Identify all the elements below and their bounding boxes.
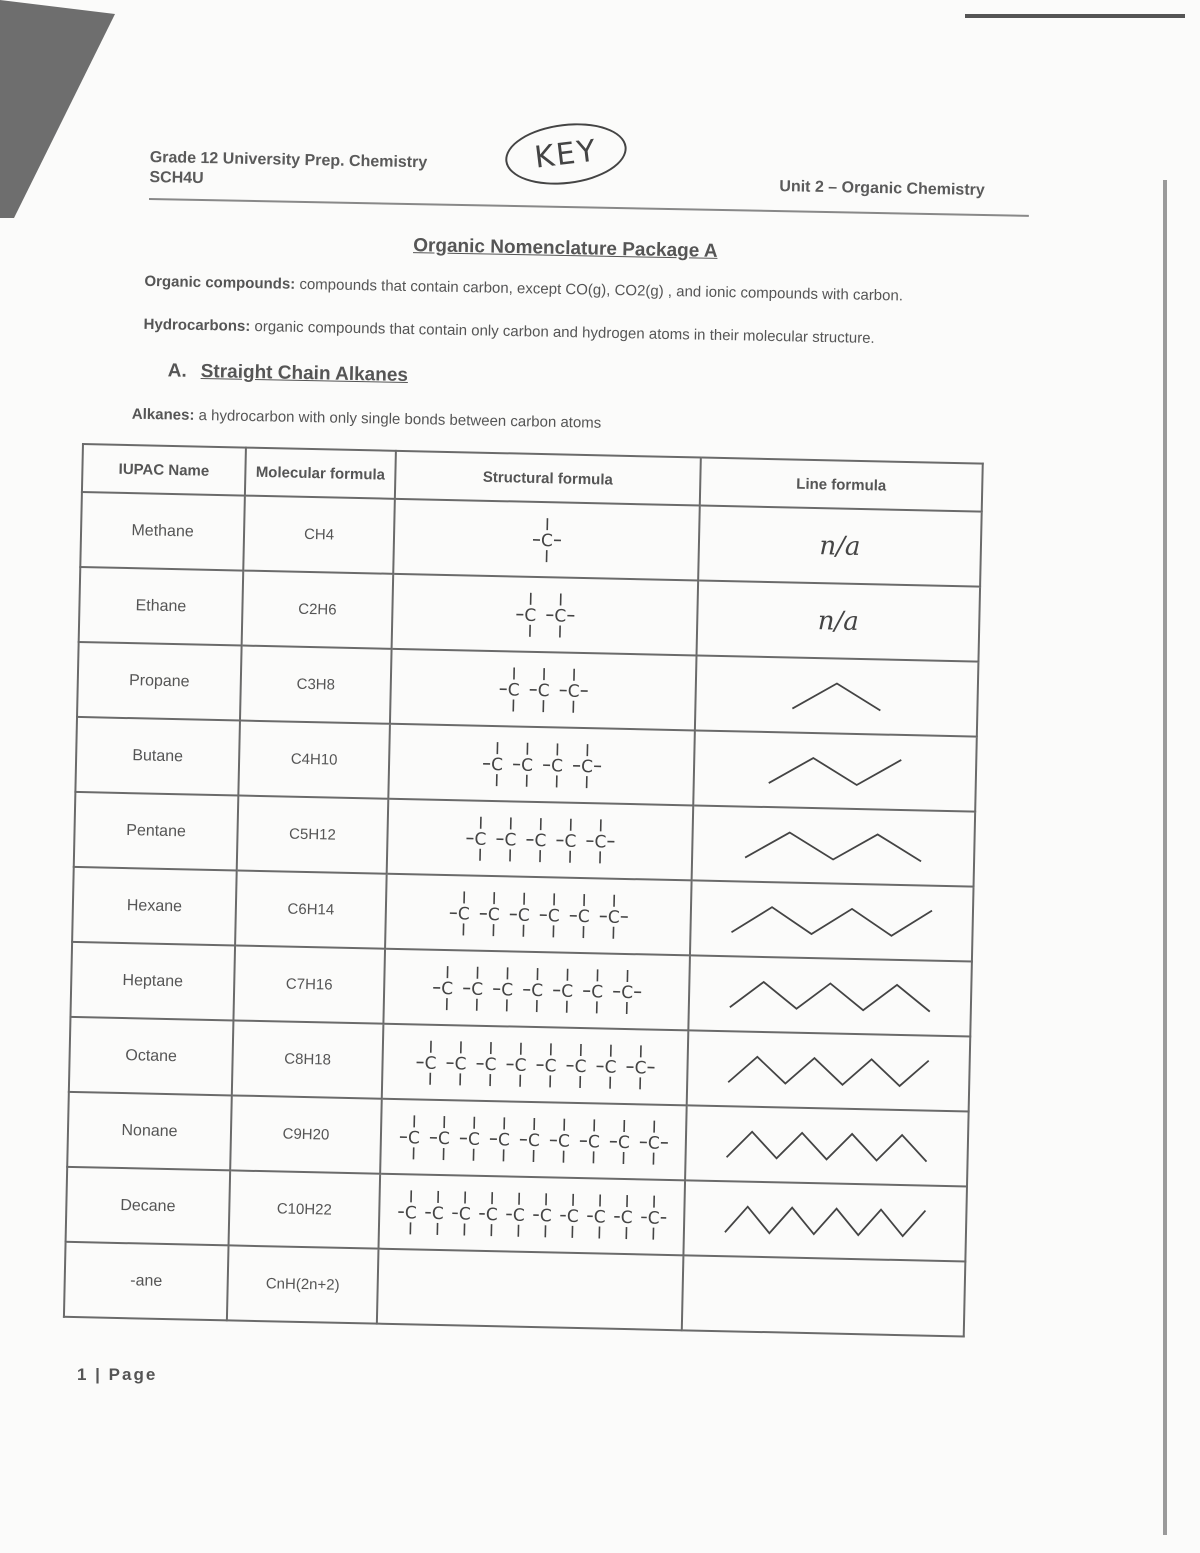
row-structural-formula (383, 949, 690, 1031)
carbon-atom: C (540, 530, 553, 551)
row-iupac-name: -ane (64, 1242, 229, 1321)
row-structural-formula (377, 1249, 684, 1331)
worksheet (131, 132, 1030, 432)
line-formula-drawing (723, 819, 944, 874)
structural-formula-drawing (396, 731, 687, 797)
row-molecular-formula: CnH(2n+2) (227, 1245, 379, 1323)
structural-formula-drawing (398, 656, 689, 722)
row-molecular-formula: C10H22 (229, 1170, 381, 1248)
row-structural-formula (388, 724, 695, 806)
carbon-atom: C (517, 905, 530, 926)
section-letter: A. (167, 360, 187, 382)
zigzag-line (725, 1206, 926, 1236)
carbon-atom: C (523, 605, 537, 626)
row-molecular-formula: CH4 (243, 496, 395, 574)
line-formula-drawing (726, 669, 947, 724)
carbon-atom: C (550, 755, 563, 777)
organic-definition (144, 273, 903, 305)
zigzag-line (727, 1131, 928, 1161)
line-formula-drawing (720, 969, 941, 1024)
row-molecular-formula: C3H8 (240, 646, 392, 724)
carbon-atom: C (423, 1053, 437, 1074)
carbon-atom: C (567, 681, 580, 702)
row-line-formula: n/a (697, 580, 981, 661)
carbon-atom: C (512, 1205, 525, 1226)
carbon-atom: C (633, 1057, 647, 1078)
organic-term: Organic compounds: (144, 272, 296, 293)
carbon-atom: C (431, 1203, 444, 1224)
carbon-atom: C (404, 1202, 417, 1223)
row-molecular-formula: C5H12 (237, 795, 389, 873)
header-rule (149, 198, 1029, 217)
zigzag-line (731, 906, 932, 936)
row-molecular-formula: C2H6 (242, 571, 394, 649)
carbon-atom: C (527, 1130, 540, 1151)
row-structural-formula (387, 799, 694, 881)
carbon-atom: C (490, 754, 503, 775)
unit-title: Unit 2 – Organic Chemistry (779, 178, 985, 200)
carbon-atom: C (473, 829, 487, 850)
carbon-atom: C (593, 1206, 606, 1228)
carbon-atom: C (539, 1205, 552, 1226)
header-line-formula: Line formula (700, 458, 983, 512)
carbon-atom: C (566, 1206, 579, 1227)
header-left (149, 148, 427, 193)
carbon-atom: C (647, 1133, 660, 1154)
carbon-atom: C (485, 1204, 498, 1225)
page-title: Organic Nomenclature Package A (412, 235, 718, 262)
carbon-atom: C (500, 979, 513, 1001)
scan-top-edge-line (965, 14, 1185, 18)
row-iupac-name: Butane (75, 717, 240, 796)
row-iupac-name: Pentane (74, 792, 239, 871)
row-iupac-name: Propane (77, 642, 242, 721)
zigzag-line (730, 981, 931, 1011)
row-line-formula (685, 1105, 969, 1186)
carbon-atom: C (503, 829, 517, 851)
row-line-formula (692, 805, 976, 886)
carbon-atom: C (530, 980, 543, 1001)
carbon-atom: C (647, 1208, 660, 1229)
structural-formula-drawing (401, 507, 692, 573)
row-molecular-formula: C4H10 (238, 721, 390, 799)
carbon-atom: C (580, 756, 593, 777)
hydrocarbon-term: Hydrocarbons: (143, 315, 251, 335)
carbon-atom: C (560, 981, 573, 1002)
row-structural-formula (380, 1099, 687, 1181)
carbon-atom: C (553, 605, 566, 627)
carbon-atom: C (577, 906, 590, 927)
page-number: 1 | Page (77, 1365, 158, 1384)
carbon-atom: C (453, 1053, 467, 1075)
row-line-formula (695, 655, 979, 736)
row-line-formula (693, 730, 977, 811)
carbon-atom: C (617, 1132, 630, 1153)
section-title: Straight Chain Alkanes (200, 361, 409, 386)
zigzag-line (728, 1056, 929, 1086)
row-structural-formula (392, 574, 699, 656)
row-iupac-name: Methane (80, 492, 245, 571)
alkanes-text: a hydrocarbon with only single bonds between carbon atoms (198, 406, 602, 432)
carbon-atom: C (458, 1203, 471, 1225)
carbon-atom: C (513, 1055, 527, 1076)
line-formula-drawing (725, 744, 946, 799)
row-line-formula (683, 1180, 967, 1261)
row-line-formula: n/a (698, 505, 982, 586)
row-line-formula (690, 880, 974, 961)
row-structural-formula (385, 874, 692, 956)
row-iupac-name: Nonane (67, 1092, 232, 1171)
structural-formula-drawing (388, 1106, 679, 1172)
header-molecular-formula: Molecular formula (245, 448, 396, 499)
row-line-formula (682, 1255, 966, 1336)
header-structural-formula: Structural formula (395, 451, 701, 506)
row-molecular-formula: C8H18 (232, 1020, 384, 1098)
row-iupac-name: Hexane (72, 867, 237, 946)
carbon-atom: C (483, 1054, 497, 1075)
hydrocarbon-text: organic compounds that contain only carbon and hydrogen atoms in their molecular structure. (254, 318, 875, 347)
hydrocarbon-definition (143, 316, 874, 347)
line-formula-drawing (721, 894, 942, 949)
structural-formula-drawing (394, 806, 685, 872)
course-code: SCH4U (149, 168, 204, 188)
structural-formula-drawing (393, 881, 684, 947)
carbon-atom: C (487, 904, 500, 925)
carbon-atom: C (407, 1127, 420, 1149)
structural-formula-drawing (386, 1181, 677, 1247)
carbon-atom: C (573, 1056, 587, 1077)
carbon-atom: C (547, 905, 560, 927)
row-structural-formula (378, 1174, 685, 1256)
line-formula-drawing (715, 1194, 936, 1249)
carbon-atom: C (607, 907, 620, 928)
row-structural-formula (390, 649, 697, 731)
carbon-atom: C (620, 1207, 633, 1228)
zigzag-line (792, 682, 881, 710)
organic-text: compounds that contain carbon, except CO(g), CO2(g) , and ionic compounds with carbon. (299, 275, 904, 305)
carbon-atom: C (507, 679, 520, 701)
row-structural-formula (382, 1024, 689, 1106)
structural-formula-drawing (389, 1031, 680, 1097)
key-stamp: KEY (502, 117, 630, 191)
carbon-atom: C (457, 903, 470, 925)
header-iupac-name: IUPAC Name (82, 444, 246, 496)
carbon-atom: C (437, 1128, 450, 1149)
row-line-formula (687, 1030, 971, 1111)
carbon-atom: C (590, 981, 603, 1002)
carbon-atom: C (440, 978, 453, 999)
row-iupac-name: Heptane (70, 942, 235, 1021)
carbon-atom: C (537, 680, 550, 701)
row-iupac-name: Octane (69, 1017, 234, 1096)
alkanes-term: Alkanes: (131, 405, 195, 424)
carbon-atom: C (587, 1131, 600, 1152)
row-molecular-formula: C9H20 (230, 1095, 382, 1173)
line-formula-drawing (718, 1044, 939, 1099)
row-iupac-name: Decane (66, 1167, 231, 1246)
row-structural-formula (393, 499, 700, 581)
carbon-atom: C (533, 830, 547, 851)
carbon-atom: C (620, 982, 633, 1003)
zigzag-line (745, 831, 922, 861)
row-molecular-formula: C6H14 (235, 870, 387, 948)
carbon-atom: C (467, 1129, 480, 1150)
row-line-formula (688, 955, 972, 1036)
scan-corner-fold (0, 0, 130, 230)
zigzag-line (769, 757, 902, 786)
alkane-definition (132, 406, 602, 432)
carbon-atom: C (520, 755, 533, 776)
alkane-table (63, 443, 982, 1337)
line-formula-drawing (716, 1119, 937, 1174)
course-name: Grade 12 University Prep. Chemistry (149, 148, 428, 172)
carbon-atom: C (593, 831, 607, 853)
carbon-atom: C (563, 831, 577, 852)
row-iupac-name: Ethane (79, 567, 244, 646)
carbon-atom: C (497, 1129, 510, 1150)
structural-formula-drawing (391, 956, 682, 1022)
carbon-atom: C (543, 1055, 557, 1076)
section-heading (168, 360, 409, 387)
row-molecular-formula: C7H16 (233, 945, 385, 1023)
carbon-atom: C (603, 1057, 617, 1078)
carbon-atom: C (470, 979, 483, 1000)
structural-formula-drawing (399, 581, 690, 647)
scan-right-edge-line (1163, 180, 1167, 1535)
carbon-atom: C (557, 1131, 570, 1152)
